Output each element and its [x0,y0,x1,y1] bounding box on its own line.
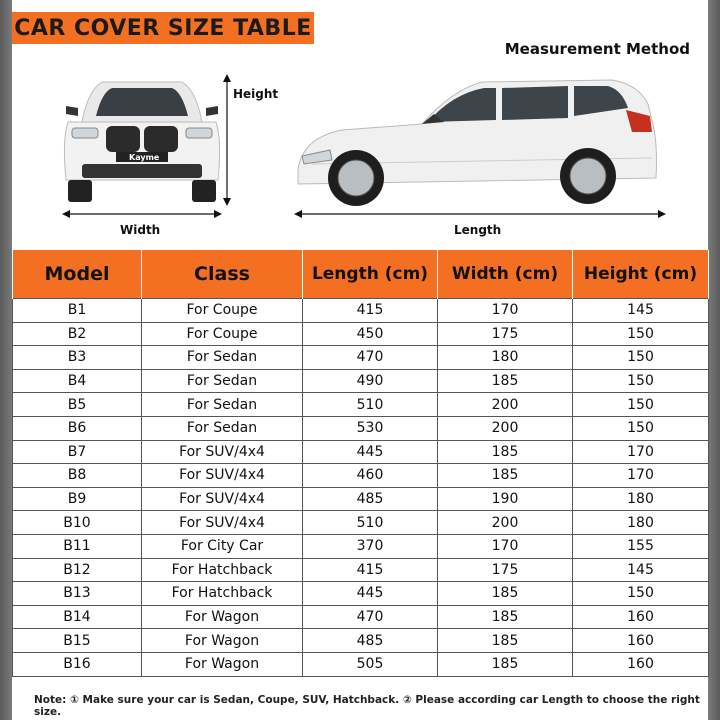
cell-class: For Hatchback [142,558,303,582]
cell-model: B1 [13,299,142,323]
cell-height: 155 [573,534,709,558]
cell-height: 160 [573,605,709,629]
table-row [13,464,709,488]
cell-class: For SUV/4x4 [142,511,303,535]
header-height: Height (cm) [573,250,709,299]
cell-width: 185 [438,582,573,606]
header-class: Class [142,250,303,299]
cell-height: 180 [573,511,709,535]
length-label: Length [454,223,502,237]
table-row [13,416,709,440]
cell-width: 200 [438,393,573,417]
cell-width: 200 [438,416,573,440]
header-width: Width (cm) [438,250,573,299]
height-arrow [223,74,231,206]
cell-length: 445 [303,440,438,464]
cell-height: 170 [573,464,709,488]
header-length: Length (cm) [303,250,438,299]
table-row [13,487,709,511]
table-row [13,534,709,558]
page-title: CAR COVER SIZE TABLE [12,12,314,44]
cell-width: 185 [438,369,573,393]
cell-model: B3 [13,346,142,370]
cell-class: For SUV/4x4 [142,487,303,511]
cell-height: 160 [573,629,709,653]
cell-class: For Wagon [142,605,303,629]
table-row [13,558,709,582]
cell-width: 200 [438,511,573,535]
front-car-image [64,82,219,202]
cell-height: 180 [573,487,709,511]
cell-model: B15 [13,629,142,653]
cell-width: 175 [438,558,573,582]
cell-model: B2 [13,322,142,346]
cell-class: For Sedan [142,393,303,417]
cell-class: For SUV/4x4 [142,464,303,488]
cell-length: 450 [303,322,438,346]
cell-length: 510 [303,393,438,417]
table-row [13,369,709,393]
cell-model: B8 [13,464,142,488]
cell-model: B6 [13,416,142,440]
length-arrow [294,210,666,218]
cell-class: For Coupe [142,299,303,323]
cell-model: B7 [13,440,142,464]
measurement-illustration [12,60,708,246]
cell-length: 505 [303,652,438,676]
table-row [13,440,709,464]
cell-height: 150 [573,416,709,440]
cell-width: 175 [438,322,573,346]
cell-class: For Wagon [142,629,303,653]
cell-model: B9 [13,487,142,511]
header-model: Model [13,250,142,299]
cell-model: B12 [13,558,142,582]
cell-class: For Wagon [142,652,303,676]
table-row [13,605,709,629]
cell-class: For Coupe [142,322,303,346]
car-badge: Kayme [129,153,160,162]
cell-height: 150 [573,346,709,370]
cell-model: B10 [13,511,142,535]
cell-class: For City Car [142,534,303,558]
cell-length: 485 [303,629,438,653]
table-row [13,322,709,346]
table-header-row [13,250,709,299]
cell-model: B4 [13,369,142,393]
cell-class: For Hatchback [142,582,303,606]
cell-width: 185 [438,440,573,464]
cell-height: 150 [573,582,709,606]
table-row [13,346,709,370]
cell-height: 160 [573,652,709,676]
footnote: Note: ① Make sure your car is Sedan, Coupe, SUV, Hatchback. ② Please according car Length to choose the right size. [34,694,700,718]
cell-length: 490 [303,369,438,393]
cell-class: For Sedan [142,346,303,370]
cell-length: 510 [303,511,438,535]
height-label: Height [233,87,279,101]
cell-length: 460 [303,464,438,488]
cell-width: 170 [438,534,573,558]
table-row [13,393,709,417]
width-label: Width [120,223,161,237]
cell-length: 415 [303,558,438,582]
cell-width: 170 [438,299,573,323]
table-row [13,582,709,606]
table-row [13,652,709,676]
cell-width: 180 [438,346,573,370]
cell-class: For Sedan [142,369,303,393]
cell-model: B16 [13,652,142,676]
cell-length: 470 [303,346,438,370]
cell-height: 145 [573,558,709,582]
cell-class: For SUV/4x4 [142,440,303,464]
cell-model: B13 [13,582,142,606]
cell-length: 485 [303,487,438,511]
cell-width: 185 [438,605,573,629]
table-row [13,629,709,653]
cell-width: 185 [438,629,573,653]
cell-class: For Sedan [142,416,303,440]
cell-length: 445 [303,582,438,606]
cell-length: 530 [303,416,438,440]
cell-length: 370 [303,534,438,558]
cell-height: 150 [573,322,709,346]
cell-length: 470 [303,605,438,629]
cell-model: B11 [13,534,142,558]
cell-height: 170 [573,440,709,464]
cell-width: 185 [438,464,573,488]
cell-width: 190 [438,487,573,511]
cell-model: B5 [13,393,142,417]
cell-width: 185 [438,652,573,676]
cell-height: 150 [573,393,709,417]
width-arrow [62,210,222,218]
cell-height: 150 [573,369,709,393]
cell-length: 415 [303,299,438,323]
size-table [12,250,709,677]
table-row [13,511,709,535]
side-car-image [298,80,657,206]
table-row [13,299,709,323]
cell-height: 145 [573,299,709,323]
measurement-method-label: Measurement Method [504,40,690,58]
cell-model: B14 [13,605,142,629]
